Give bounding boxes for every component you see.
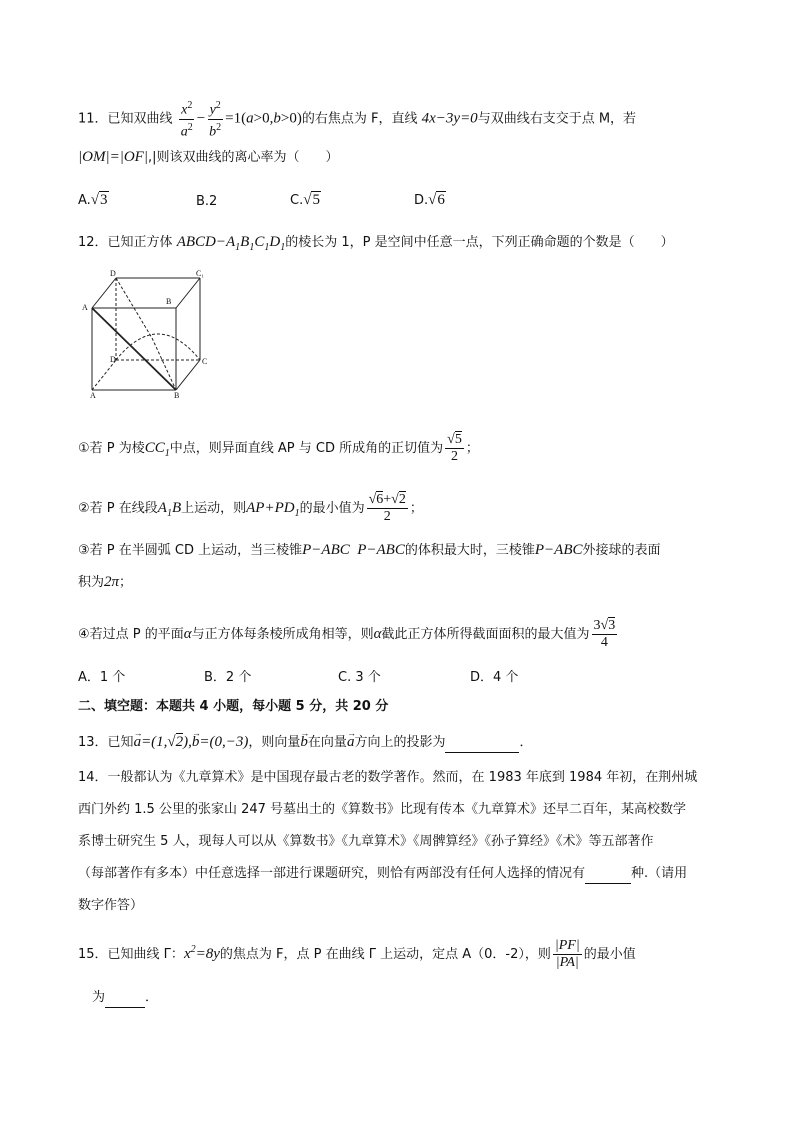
q13-line: 13．已知→ a=(1,√2),→ b=(0,−3)，则向量→ b在向量→ a方向上的投影为 ． [78,732,532,753]
q13-answer-blank[interactable] [445,738,519,753]
q11-text-post: 与双曲线右支交于点 M，若 [477,111,637,127]
q12-number: 12． [78,235,108,250]
q12-line1 [78,232,674,258]
q11-number: 11． [78,111,108,127]
q14-line5: 数字作答） [78,898,144,913]
fig-label-b: B [174,391,180,400]
q12-option-c: C. 3 个 [338,670,381,685]
q12-statement-4: ④若过点 P 的平面α与正方体每条棱所成角相等，则α截此正方体所得截面面积的最大值为 $\frac{3√3}{4}$ [78,618,616,650]
fig-label-d1: D [110,269,116,278]
section-2-heading: 二、填空题：本题共 4 小题，每小题 5 分，共 20 分 [78,699,389,714]
q11-text-line2: ,|则该双曲线的离心率为（ ） [147,150,339,165]
q11-abs-om: |OM|=|OF| [78,149,148,165]
q15-line1: 15．已知曲线 Γ：$x^2=8y$的焦点为 F，点 P 在曲线 Γ 上运动，定点 A（0．-2），则 $\frac{|PF|}{|PA|}$ 的最小值 [78,938,636,970]
q12-statement-1: ①若 P 为棱$CC_1$中点，则异面直线 AP 与 CD 所成角的正切值为 $\frac{√5}{2}$ ； [78,432,479,464]
q12-text-pre: 已知正方体 [107,235,173,250]
fig-label-a1: A [82,303,88,312]
q12-option-b: B．2 个 [204,670,252,685]
q12-cube-figure [78,268,218,400]
fig-label-a: A [90,391,96,400]
q14-line3: 系博士研究生 5 人，现每人可以从《算数书》《九章算术》《周髀算经》《孙子算经》《术》等五部著作 [78,834,654,849]
q12-option-d: D．4 个 [470,670,519,685]
q11-line-eq: 4x−3y=0 [421,110,478,127]
q15-line2: 为 ． [92,988,158,1008]
q11-text-pre: 已知双曲线 [107,111,173,127]
q14-line4: （每部著作有多本）中任意选择一部进行课题研究，则恰有两部没有任何人选择的情况有 种.（请用 [78,864,687,884]
q11-option-a: A.√3 [78,192,108,208]
q12-option-a: A．1 个 [78,670,126,685]
q11-frac-y2b2: $\frac{y^2}{b^2}$ [209,100,222,140]
q12-statement-3-line2: 积为2π； [78,574,133,590]
q11-option-b: B.2 [196,194,218,209]
q11-condition: =1(a>0,b>0) [225,110,302,127]
fig-label-d: D [110,355,116,364]
q15-answer-blank[interactable] [105,993,145,1008]
q11-option-c: C.√5 [290,192,320,208]
q12-cube-name: $ABCD-A_1B_1C_1D_1$ [176,234,286,253]
q11-frac-x2a2: $\frac{x^2}{a^2}$ [180,100,193,140]
q11-line1: 11．已知双曲线 $\frac{x^2}{a^2}$ − $\frac{y^2}{b^2}$ =1(a>0,b>0)的右焦点为 F，直线 4x−3y=0与双曲线右支交于点 M，若 [78,100,637,140]
q12-statement-2: ②若 P 在线段$A_1B$上运动，则$AP+PD_1$的最小值为 $\frac{√6+√2}{2}$ ； [78,492,423,524]
q11-option-d: D.√6 [414,192,445,208]
q14-answer-blank[interactable] [585,869,631,884]
fig-label-c: C [202,357,208,366]
q14-line2: 西门外约 1.5 公里的张家山 247 号墓出土的《算数书》比现有传本《九章算术》还早二百年，某高校数学 [78,802,687,817]
q11-text-mid: 的右焦点为 F，直线 [301,111,418,127]
q12-text-post: 的棱长为 1，P 是空间中任意一点，下列正确命题的个数是（ ） [285,235,674,250]
q11-line2 [78,147,338,168]
fig-label-c1: C₁ [196,269,205,278]
fig-label-b1: B [166,297,172,306]
q12-statement-3-line1: ③若 P 在半圆弧 CD 上运动，当三棱锥P−ABC P−ABC的体积最大时，三棱锥P−ABC外接球的表面 [78,542,661,558]
q14-line1: 14．一般都认为《九章算术》是中国现存最古老的数学著作。然而，在 1983 年底到 1984 年初，在荆州城 [78,770,698,785]
